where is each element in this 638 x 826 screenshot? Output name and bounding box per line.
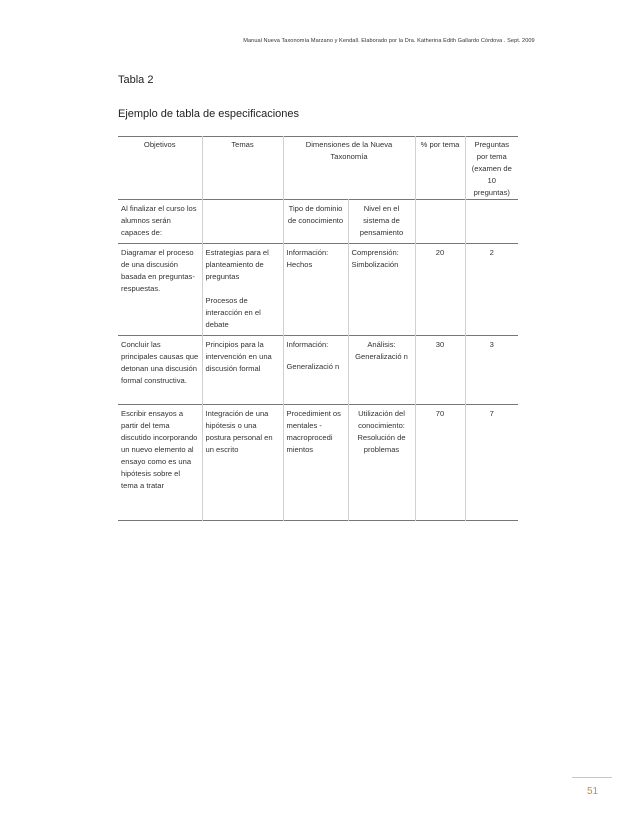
cell-dominio-line: Generalizació n [286,362,340,371]
cell-preguntas: 3 [465,336,518,405]
cell-dominio [283,244,348,336]
table-header-row [118,137,518,200]
cell-dominio: Procedimient os mentales - macroprocedi mientos [283,405,348,521]
header-objetivos: Objetivos [143,140,176,149]
cell-nivel: Comprensión: Simbolización [348,244,415,336]
table-number: Tabla 2 [118,74,154,86]
running-header-text: Manual Nueva Taxonomía Marzano y Kendall. Elaborado por la Dra. Katherina Edith Gallardo Córdova . Sept. 2009 [243,38,535,44]
subheader-empty [415,200,465,244]
cell-tema: Principios para la intervención en una discusión formal [202,336,283,405]
cell-tema [202,244,283,336]
subheader-intro: Al finalizar el curso los alumnos serán capaces de: [121,204,197,237]
running-header [0,38,638,44]
page-number-rule [572,777,612,778]
cell-objetivo: Escribir ensayos a partir del tema discutido incorporando un nuevo elemento al ensayo como es una hipótesis sobre el tema a tratar [121,409,198,490]
cell-objetivo: Concluir las principales causas que detonan una discusión formal constructiva. [121,340,199,385]
subheader-tipo-dominio: Tipo de dominio de conocimiento [283,200,348,244]
table-subheader-row [118,200,518,244]
cell-porcentaje: 70 [415,405,465,521]
subheader-empty [202,200,283,244]
cell-dominio-line: Hechos [286,260,313,269]
header-dimensiones: Dimensiones de la Nueva Taxonomía [283,137,415,200]
cell-tema: Integración de una hipótesis o una postura personal en un escrito [202,405,283,521]
cell-dominio-line: Información: [286,340,329,349]
cell-preguntas: 7 [465,405,518,521]
header-temas: Temas [202,137,283,200]
cell-dominio [283,336,348,405]
cell-objetivo: Diagramar el proceso de una discusión basada en preguntas-respuestas. [121,248,195,293]
cell-tema-line: Estrategias para el planteamiento de preguntas [205,248,269,281]
page-number: 51 [587,786,599,797]
table-row [118,244,518,336]
cell-porcentaje: 20 [415,244,465,336]
table-row [118,405,518,521]
table-title: Ejemplo de tabla de especificaciones [118,108,300,120]
cell-preguntas: 2 [465,244,518,336]
subheader-empty [465,200,518,244]
header-preguntas: Preguntas por tema (examen de 10 preguntas) [465,137,518,200]
specifications-table [118,136,518,521]
subheader-nivel: Nivel en el sistema de pensamiento [348,200,415,244]
cell-dominio-line: Información: [286,248,329,257]
cell-nivel: Análisis: Generalizació n [348,336,415,405]
cell-tema-line: Procesos de interacción en el debate [205,296,261,329]
table-row [118,336,518,405]
cell-nivel: Utilización del conocimiento: Resolución de problemas [348,405,415,521]
header-porcentaje: % por tema [415,137,465,200]
cell-porcentaje: 30 [415,336,465,405]
